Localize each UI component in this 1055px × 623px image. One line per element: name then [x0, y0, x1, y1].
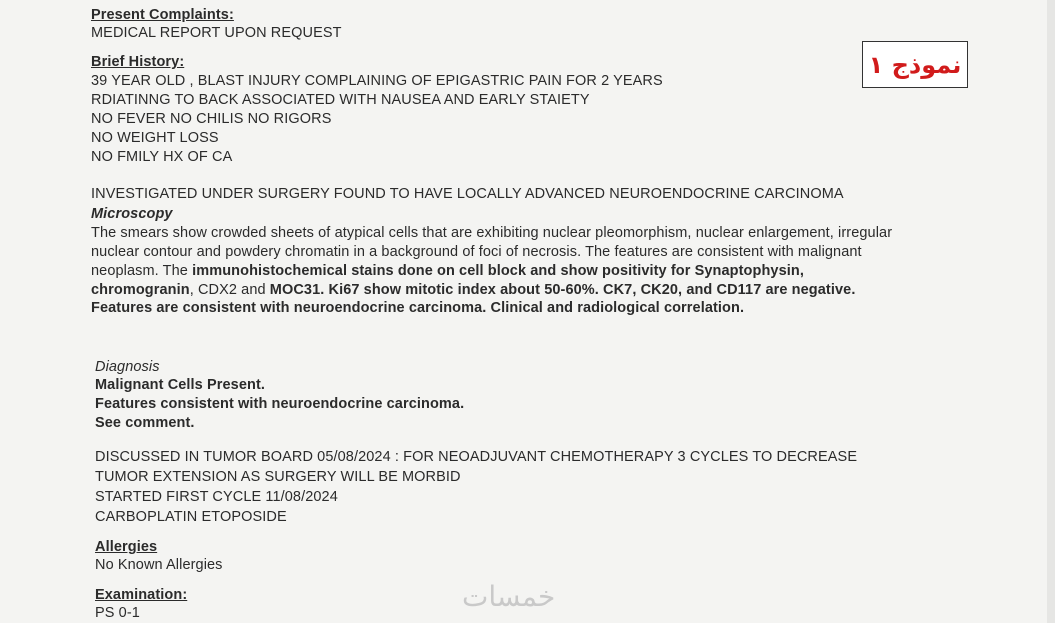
history-line-4: NO WEIGHT LOSS [91, 130, 219, 146]
allergies-text: No Known Allergies [95, 557, 223, 573]
history-line-5: NO FMILY HX OF CA [91, 149, 233, 165]
microscopy-line-4-plain: , CDX2 and [189, 282, 270, 298]
microscopy-line-2: nuclear contour and powdery chromatin in a background of foci of necrosis. The features are consistent with malignant [91, 244, 862, 260]
microscopy-line-3-plain: neoplasm. The [91, 263, 193, 279]
diagnosis-line-2: Features consistent with neuroendocrine carcinoma. [95, 396, 465, 412]
model-stamp [862, 41, 968, 88]
diagnosis-line-3: See comment. [95, 415, 195, 431]
microscopy-line-4 [91, 281, 855, 299]
diagnosis-heading: Diagnosis [95, 359, 160, 375]
microscopy-line-3-bold: immunohistochemical stains done on cell block and show positivity for Synaptophysin, [192, 263, 804, 279]
history-line-1: 39 YEAR OLD , BLAST INJURY COMPLAINING OF EPIGASTRIC PAIN FOR 2 YEARS [91, 73, 663, 89]
watermark-logo: خمسات [462, 580, 556, 613]
examination-heading: Examination: [95, 587, 188, 603]
model-stamp-label: نموذج ١ [868, 50, 962, 79]
allergies-heading: Allergies [95, 539, 158, 555]
present-complaints-text: MEDICAL REPORT UPON REQUEST [91, 25, 342, 41]
tumor-board-line-3: STARTED FIRST CYCLE 11/08/2024 [95, 489, 338, 505]
microscopy-heading: Microscopy [91, 206, 173, 222]
examination-text: PS 0-1 [95, 605, 140, 621]
scan-edge [1047, 0, 1055, 623]
microscopy-line-5: Features are consistent with neuroendocrine carcinoma. Clinical and radiological correlation. [91, 300, 745, 316]
microscopy-line-1: The smears show crowded sheets of atypical cells that are exhibiting nuclear pleomorphism, nuclear enlargement, irregular [91, 225, 893, 241]
investigation-text: INVESTIGATED UNDER SURGERY FOUND TO HAVE LOCALLY ADVANCED NEUROENDOCRINE CARCINOMA [91, 186, 844, 202]
microscopy-line-4-bold-a: chromogranin [91, 282, 190, 298]
tumor-board-line-2: TUMOR EXTENSION AS SURGERY WILL BE MORBID [95, 469, 461, 485]
tumor-board-line-4: CARBOPLATIN ETOPOSIDE [95, 509, 287, 525]
history-line-2: RDIATINNG TO BACK ASSOCIATED WITH NAUSEA AND EARLY STAIETY [91, 92, 590, 108]
brief-history-heading: Brief History: [91, 54, 185, 70]
diagnosis-line-1: Malignant Cells Present. [95, 377, 265, 393]
microscopy-line-4-bold-b: MOC31. Ki67 show mitotic index about 50-60%. CK7, CK20, and CD117 are negative. [269, 282, 856, 298]
microscopy-line-3 [91, 262, 804, 280]
present-complaints-heading: Present Complaints: [91, 7, 234, 23]
history-line-3: NO FEVER NO CHILIS NO RIGORS [91, 111, 332, 127]
tumor-board-line-1: DISCUSSED IN TUMOR BOARD 05/08/2024 : FOR NEOADJUVANT CHEMOTHERAPY 3 CYCLES TO DECREASE [95, 449, 858, 465]
